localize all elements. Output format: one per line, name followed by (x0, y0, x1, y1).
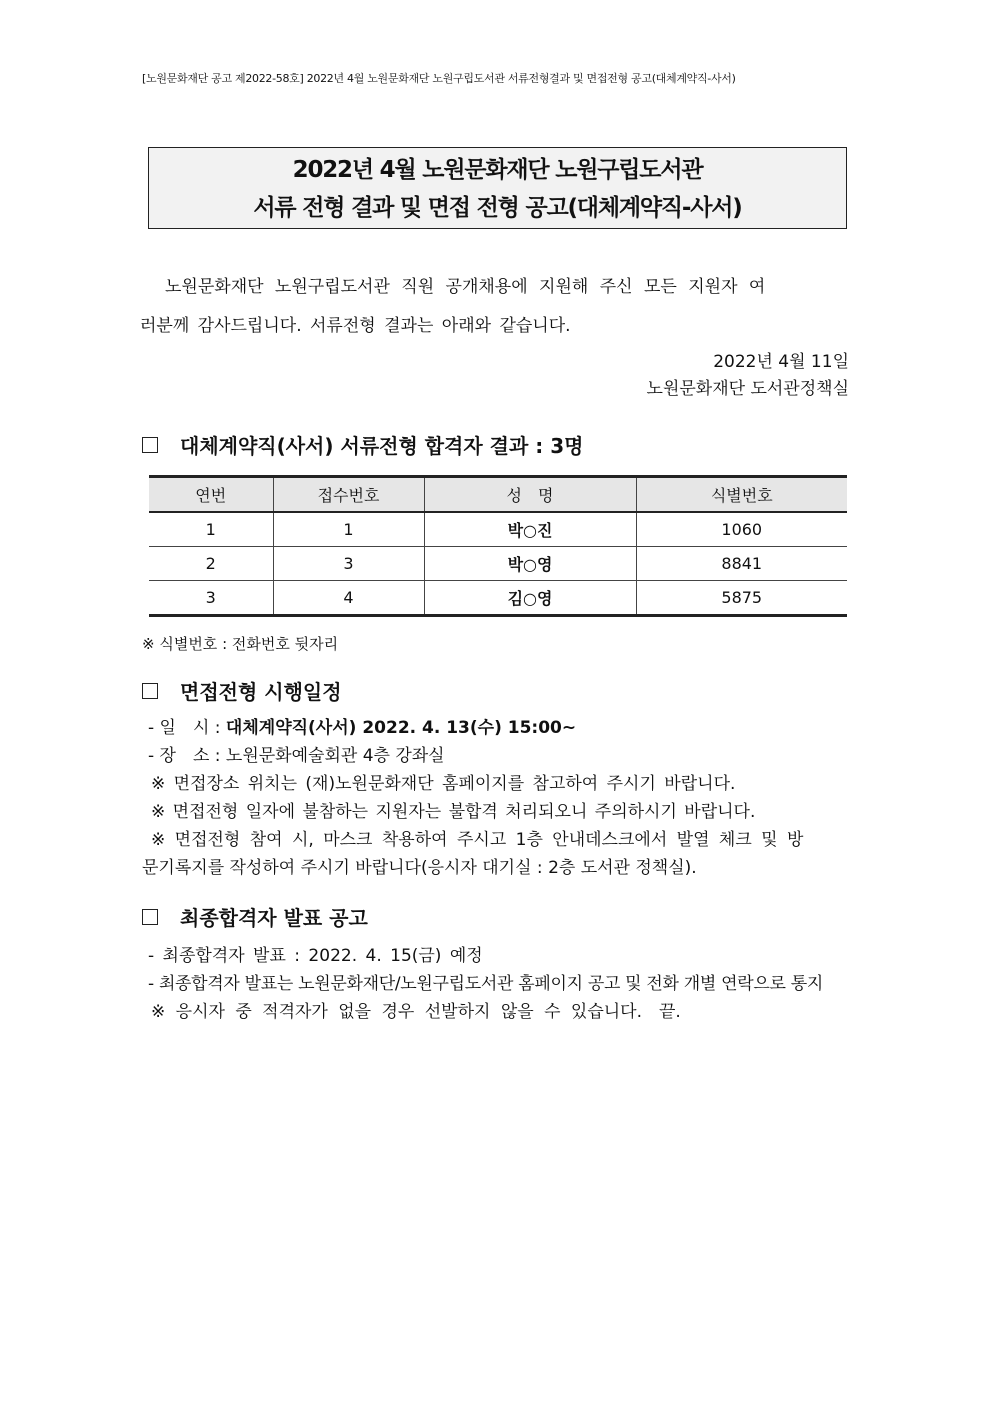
table-footnote: ※ 식별번호 : 전화번호 뒷자리 (142, 635, 339, 653)
interview-note: ※ 면접전형 일자에 불참하는 지원자는 불합격 처리되오니 주의하시기 바랍니다. (151, 802, 756, 822)
table-row (149, 581, 847, 616)
section-heading: 최종합격자 발표 공고 (180, 906, 368, 930)
cell-seq: 3 (149, 581, 273, 616)
cell-receipt-no: 4 (273, 581, 424, 616)
column-header: 연번 (149, 477, 273, 513)
cell-name: 김○영 (424, 581, 636, 616)
final-announcement-line: - 최종합격자 발표는 노원문화재단/노원구립도서관 홈페이지 공고 및 전화 개별 연락으로 통지 (148, 974, 823, 994)
table-row (149, 547, 847, 581)
cell-id-no: 5875 (636, 581, 847, 616)
intro-line-1: 노원문화재단 노원구립도서관 직원 공개채용에 지원해 주신 모든 지원자 여 (165, 277, 766, 297)
interview-date-value: 대체계약직(사서) 2022. 4. 13(수) 15:00~ (225, 718, 577, 738)
interview-date-label: - 일 시 : (148, 718, 226, 738)
announcement-date: 2022년 4월 11일 (713, 352, 849, 372)
final-announcement-line: - 최종합격자 발표 : 2022. 4. 15(금) 예정 (148, 946, 483, 966)
section-document-results (142, 430, 583, 459)
cell-id-no: 1060 (636, 512, 847, 547)
cell-seq: 2 (149, 547, 273, 581)
table-header-row (149, 477, 847, 513)
organization-name: 노원문화재단 도서관정책실 (646, 379, 849, 399)
interview-note: 문기록지를 작성하여 주시기 바랍니다(응시자 대기실 : 2층 도서관 정책실). (142, 858, 697, 878)
title-box (148, 147, 847, 229)
interview-note: ※ 면접장소 위치는 (재)노원문화재단 홈페이지를 참고하여 주시기 바랍니다. (151, 774, 736, 794)
table-row (149, 512, 847, 547)
section-interview-schedule (142, 676, 342, 705)
cell-id-no: 8841 (636, 547, 847, 581)
section-final-announcement (142, 902, 368, 931)
cell-name: 박○영 (424, 547, 636, 581)
interview-note: ※ 면접전형 참여 시, 마스크 착용하여 주시고 1층 안내데스크에서 발열 체크 및 방 (151, 830, 804, 850)
checkbox-icon (142, 683, 158, 699)
title-line-1: 2022년 4월 노원문화재단 노원구립도서관 (292, 157, 703, 183)
cell-receipt-no: 3 (273, 547, 424, 581)
results-table (149, 475, 847, 617)
cell-receipt-no: 1 (273, 512, 424, 547)
cell-name: 박○진 (424, 512, 636, 547)
title-line-2: 서류 전형 결과 및 면접 전형 공고(대체계약직-사서) (253, 195, 742, 221)
cell-seq: 1 (149, 512, 273, 547)
checkbox-icon (142, 437, 158, 453)
section-heading: 대체계약직(사서) 서류전형 합격자 결과 : 3명 (180, 434, 584, 458)
interview-date (148, 713, 576, 738)
column-header: 성 명 (424, 477, 636, 513)
intro-line-2: 러분께 감사드립니다. 서류전형 결과는 아래와 같습니다. (140, 316, 571, 336)
column-header: 식별번호 (636, 477, 847, 513)
section-heading: 면접전형 시행일정 (180, 680, 342, 704)
checkbox-icon (142, 909, 158, 925)
column-header: 접수번호 (273, 477, 424, 513)
document-header: [노원문화재단 공고 제2022-58호] 2022년 4월 노원문화재단 노원구립도서관 서류전형결과 및 면접전형 공고(대체계약직-사서) (142, 72, 736, 85)
final-announcement-line: ※ 응시자 중 적격자가 없을 경우 선발하지 않을 수 있습니다. 끝. (151, 1002, 681, 1022)
interview-place: - 장 소 : 노원문화예술회관 4층 강좌실 (148, 746, 445, 766)
